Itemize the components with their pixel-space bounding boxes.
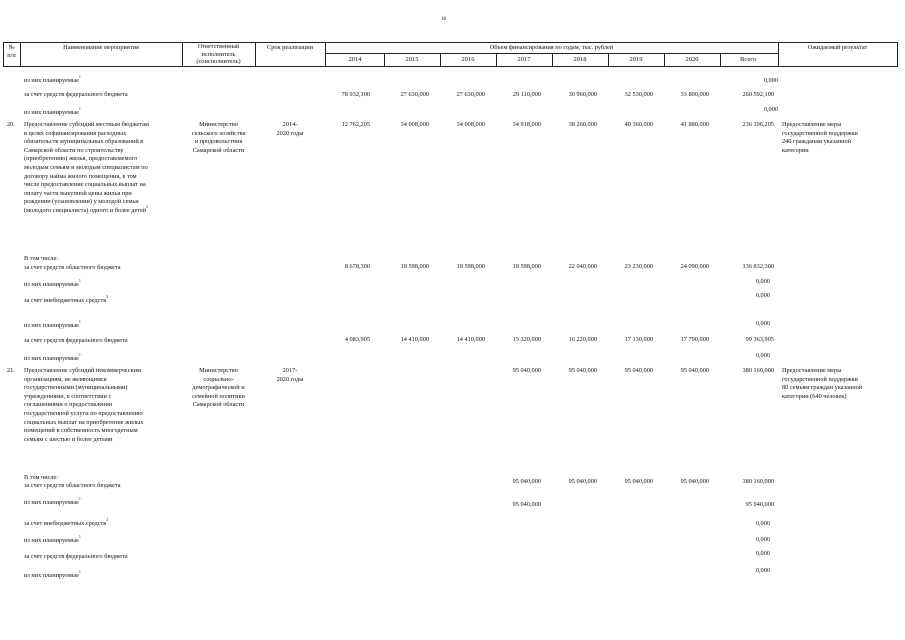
row-label: из них планируемые$^1$ xyxy=(24,319,81,329)
row-value: 136 832,300 xyxy=(742,263,774,270)
row-label: за счет средств федерального бюджета xyxy=(24,553,128,560)
year-header: 2016 xyxy=(461,56,475,63)
item-number: 20. xyxy=(7,121,15,128)
row-value: 41 880,000 xyxy=(680,121,709,128)
row-label: из них планируемые$^1$ xyxy=(24,534,81,544)
row-value: 0,000 xyxy=(755,278,770,285)
row-value: 27 630,000 xyxy=(400,91,429,98)
row-value: 30 960,000 xyxy=(568,91,597,98)
row-value: 34 008,000 xyxy=(456,121,485,128)
row-value: 0,000 xyxy=(755,536,770,543)
row-label: из них планируемые$^1$ xyxy=(24,106,81,116)
header-result: Ожидаемый результат xyxy=(807,44,868,51)
year-header: 2014 xyxy=(348,56,362,63)
row-value: 4 083,905 xyxy=(344,336,370,343)
row-label: за счет средств областного бюджета xyxy=(24,482,121,489)
row-value: 95 040,000 xyxy=(680,478,709,485)
header-funding: Объем финансирования по годам, тыс. рублей xyxy=(489,44,614,51)
row-value: 40 360,000 xyxy=(624,121,653,128)
row-value: 34 008,000 xyxy=(400,121,429,128)
header-term: Срок реализации xyxy=(267,44,313,51)
row-value: 95 040,000 xyxy=(745,501,774,508)
row-value: 380 160,000 xyxy=(742,478,774,485)
row-label: за счет внебюджетных средств$^2$ xyxy=(24,517,109,527)
header-responsible: Ответственный исполнитель (соисполнитель) xyxy=(196,43,241,65)
row-value: 19 598,000 xyxy=(400,263,429,270)
page-number: 18 xyxy=(441,17,446,22)
row-value: 8 678,300 xyxy=(344,263,370,270)
item-responsible: Министерство социально- демографической и семейной политики Самарской области xyxy=(192,367,245,409)
row-label: из них планируемые$^1$ xyxy=(24,569,81,579)
row-value: 95 040,000 xyxy=(568,478,597,485)
row-value: 0,000 xyxy=(755,292,770,299)
header-top-border xyxy=(3,42,897,43)
in-that-number-label: В том числе: xyxy=(24,474,59,481)
row-label: из них планируемые$^1$ xyxy=(24,352,81,362)
row-value: 0,000 xyxy=(755,550,770,557)
row-value: 99 363,905 xyxy=(745,336,774,343)
header-num: № п/п xyxy=(7,44,16,59)
row-label: из них планируемые$^1$ xyxy=(24,496,81,506)
row-value: 17 790,000 xyxy=(680,336,709,343)
row-value: 27 630,000 xyxy=(456,91,485,98)
row-label: из них планируемые$^1$ xyxy=(24,74,81,84)
row-value: 15 320,000 xyxy=(512,336,541,343)
header-name: Наименование мероприятия xyxy=(63,44,139,51)
row-value: 236 196,205 xyxy=(742,121,774,128)
row-value: 17 130,000 xyxy=(624,336,653,343)
item-result: Предоставление меры государственной поддержки 240 гражданам указанной категории xyxy=(782,121,858,154)
row-value: 32 530,000 xyxy=(624,91,653,98)
row-value: 19 598,000 xyxy=(456,263,485,270)
row-value: 33 800,000 xyxy=(680,91,709,98)
row-value: 95 040,000 xyxy=(624,478,653,485)
year-header: 2015 xyxy=(405,56,419,63)
row-value: 16 220,000 xyxy=(568,336,597,343)
col-border xyxy=(897,42,898,67)
year-header: 2020 xyxy=(685,56,699,63)
row-value: 78 932,100 xyxy=(341,91,370,98)
row-label: из них планируемые$^1$ xyxy=(24,278,81,288)
row-value: 34 918,000 xyxy=(512,121,541,128)
item-term: 2017- 2020 годы xyxy=(276,367,304,383)
row-label: за счет средств федерального бюджета xyxy=(24,337,128,344)
row-label: за счет средств федерального бюджета xyxy=(24,91,128,98)
row-value: 95 040,000 xyxy=(512,478,541,485)
row-value: 14 410,000 xyxy=(400,336,429,343)
row-value: 260 592,100 xyxy=(742,91,774,98)
row-value: 0,000 xyxy=(763,77,778,84)
item-responsible: Министерство сельского хозяйства и продовольствия Самарской области xyxy=(191,121,246,154)
row-label: за счет средств областного бюджета xyxy=(24,264,121,271)
row-value: 95 040,000 xyxy=(624,367,653,374)
row-value: 29 110,000 xyxy=(512,91,541,98)
year-header: 2018 xyxy=(573,56,587,63)
item-result: Предоставление меры государственной поддержки 80 семьям граждан указанной категории (640 человек) xyxy=(782,367,863,400)
item-term: 2014- 2020 годы xyxy=(276,121,304,137)
row-value: 38 260,000 xyxy=(568,121,597,128)
row-value: 95 040,000 xyxy=(568,367,597,374)
header-bottom-border xyxy=(3,66,897,67)
row-value: 23 230,000 xyxy=(624,263,653,270)
row-value: 22 040,000 xyxy=(568,263,597,270)
row-value: 12 762,205 xyxy=(341,121,370,128)
row-value: 0,000 xyxy=(755,567,770,574)
row-value: 0,000 xyxy=(763,106,778,113)
row-value: 24 090,000 xyxy=(680,263,709,270)
year-header: 2019 xyxy=(629,56,643,63)
item-name: Предоставление субсидий местным бюджетам в целях софинансирования расходных обязательств муниципальных образований в Самарской области по строительству (приобретению) жилья, предоставляемого молодым семьям и молодым специалистам по договору найма жилого помещения, в том числе предоставление социальных выплат на оплату части выкупной цены жилья при рождении (усыновлении) у молодой семьи (молодого специалиста) одного и более детей$^5$ xyxy=(24,121,150,214)
year-header: 2017 xyxy=(517,56,531,63)
row-value: 95 040,000 xyxy=(512,501,541,508)
row-value: 0,000 xyxy=(755,352,770,359)
year-header: Всего xyxy=(740,56,756,63)
row-value: 380 160,000 xyxy=(742,367,774,374)
item-name: Предоставление субсидий некоммерческим организациям, не являющимся государственными (муниципальными) учреждениями, в соответствии с соглашениями о предоставлении государственной услуги по предоставлению социальных выплат на приобретение жилых помещений в собственность многодетным семьям с шестью и более детьми xyxy=(24,367,144,443)
row-value: 0,000 xyxy=(755,320,770,327)
row-value: 95 040,000 xyxy=(512,367,541,374)
in-that-number-label: В том числе: xyxy=(24,255,59,262)
row-value: 95 040,000 xyxy=(680,367,709,374)
row-value: 0,000 xyxy=(755,520,770,527)
item-number: 21. xyxy=(7,367,15,374)
row-value: 14 410,000 xyxy=(456,336,485,343)
row-value: 19 598,000 xyxy=(512,263,541,270)
row-label: за счет внебюджетных средств$^2$ xyxy=(24,294,109,304)
